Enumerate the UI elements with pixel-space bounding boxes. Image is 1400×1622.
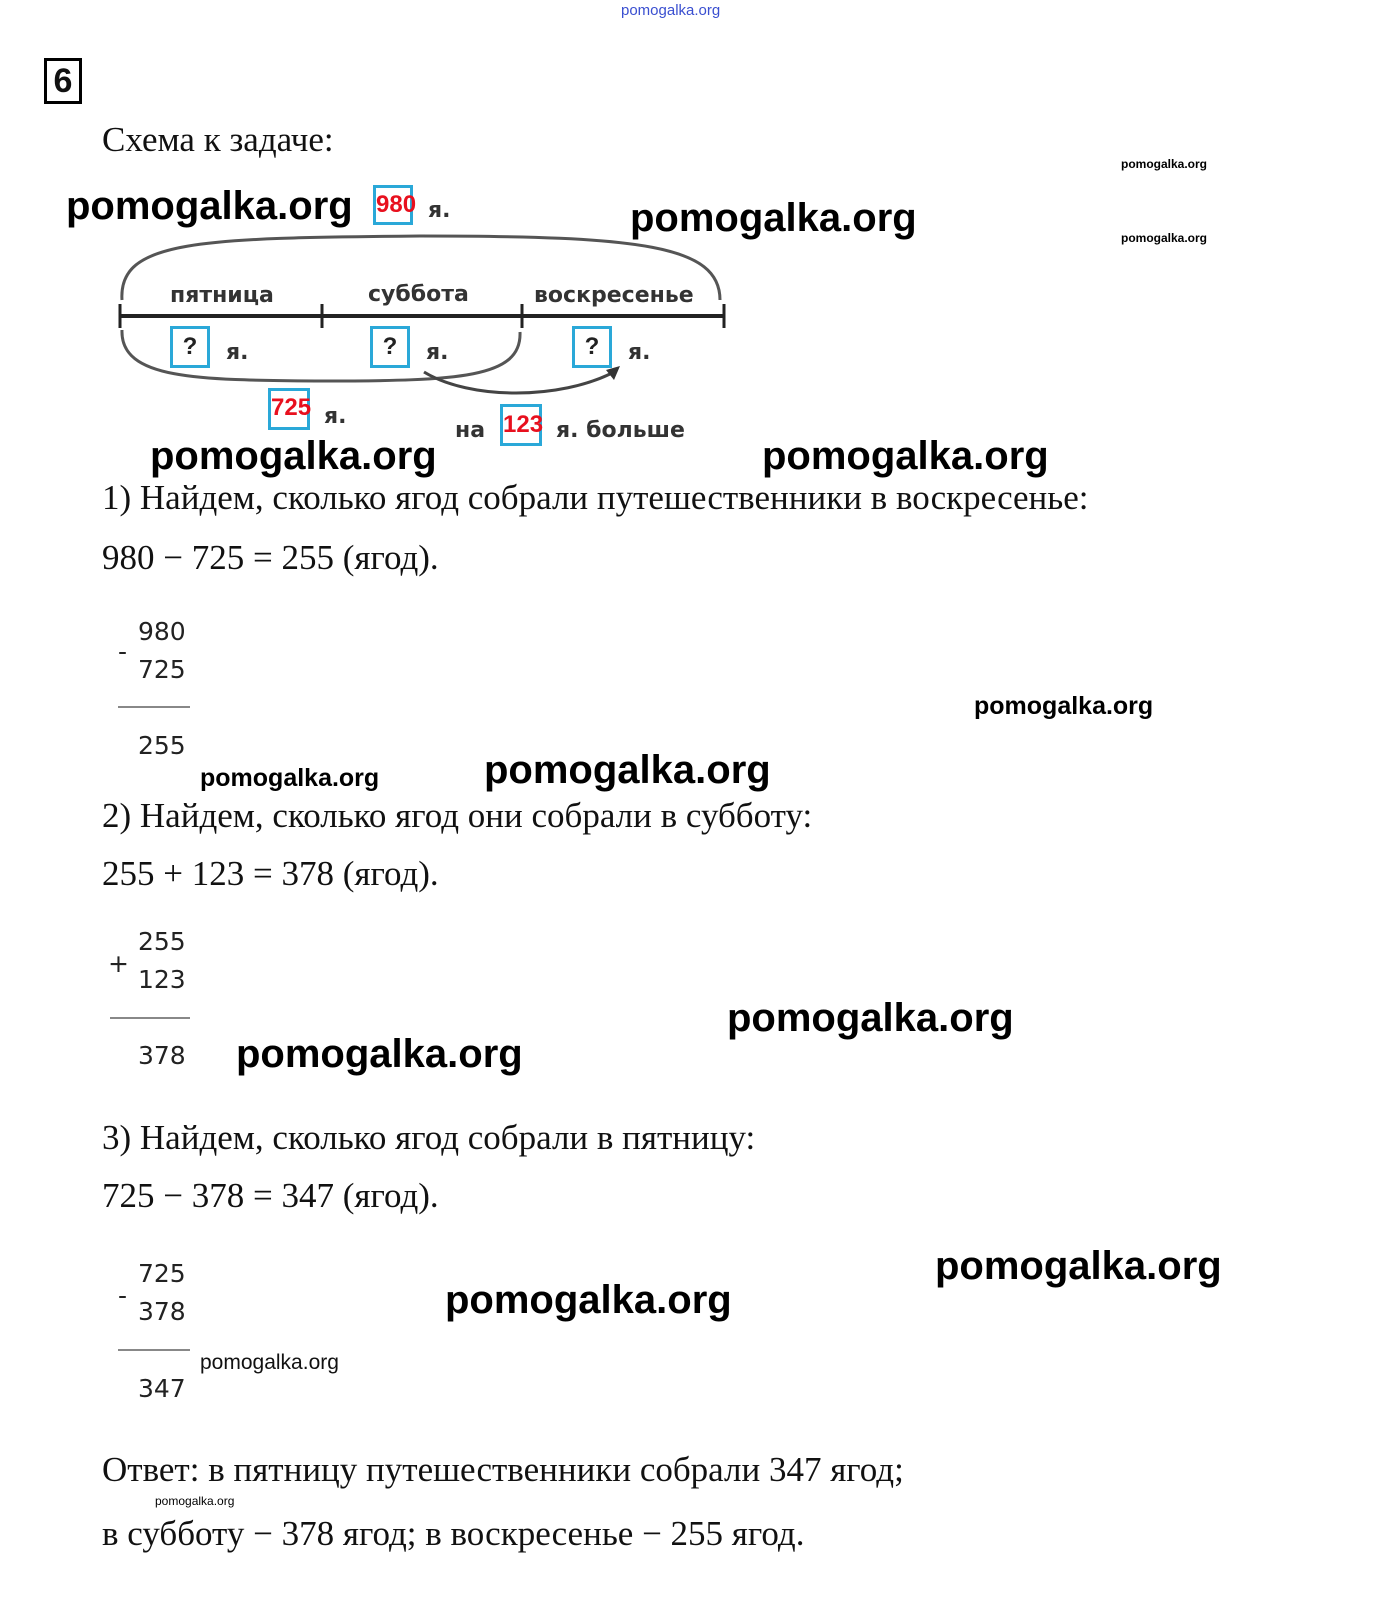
column-sign: - bbox=[118, 1281, 128, 1310]
column-rule bbox=[110, 1017, 190, 1019]
diff-suffix: я. больше bbox=[556, 418, 685, 443]
watermark: pomogalka.org bbox=[200, 764, 380, 792]
answer-line-1: Ответ: в пятницу путешественники собрали 347 ягод; bbox=[102, 1450, 904, 1489]
watermark: pomogalka.org bbox=[762, 434, 1049, 478]
column-result: 347 bbox=[138, 1374, 186, 1403]
day-label: воскресенье bbox=[534, 283, 694, 308]
column-rule bbox=[118, 1349, 190, 1351]
column-operand: 725 bbox=[138, 655, 186, 684]
step-text: 3) Найдем, сколько ягод собрали в пятницу: bbox=[102, 1118, 756, 1157]
column-sign: - bbox=[118, 637, 128, 666]
unit: я. bbox=[226, 340, 249, 365]
unknown-box: ? bbox=[170, 326, 210, 368]
watermark: pomogalka.org bbox=[935, 1244, 1222, 1288]
column-operand: 980 bbox=[138, 617, 186, 646]
unit: я. bbox=[428, 198, 451, 223]
answer-line-2: в субботу − 378 ягод; в воскресенье − 255 ягод. bbox=[102, 1514, 805, 1553]
watermark: pomogalka.org bbox=[1121, 157, 1208, 171]
watermark: pomogalka.org bbox=[974, 692, 1154, 720]
top-watermark: pomogalka.org bbox=[621, 2, 721, 19]
fri-sat-box: 725 bbox=[268, 388, 310, 430]
watermark: pomogalka.org bbox=[150, 434, 437, 478]
watermark: pomogalka.org bbox=[727, 996, 1014, 1040]
step-equation: 725 − 378 = 347 (ягод). bbox=[102, 1176, 439, 1215]
watermark: pomogalka.org bbox=[484, 748, 771, 792]
task-number: 6 bbox=[44, 58, 82, 104]
step-text: 2) Найдем, сколько ягод они собрали в субботу: bbox=[102, 796, 813, 835]
watermark: pomogalka.org bbox=[236, 1032, 523, 1076]
diff-prefix: на bbox=[455, 418, 486, 443]
watermark: pomogalka.org bbox=[630, 196, 917, 240]
unknown-box: ? bbox=[370, 326, 410, 368]
unit: я. bbox=[426, 340, 449, 365]
column-rule bbox=[118, 706, 190, 708]
column-result: 378 bbox=[138, 1041, 186, 1070]
arrow-head bbox=[606, 366, 620, 380]
unit: я. bbox=[324, 404, 347, 429]
column-operand: 255 bbox=[138, 927, 186, 956]
unknown-box: ? bbox=[572, 326, 612, 368]
watermark: pomogalka.org bbox=[445, 1278, 732, 1322]
total-box: 980 bbox=[373, 185, 413, 225]
difference-arrow bbox=[424, 372, 614, 393]
watermark: pomogalka.org bbox=[1121, 231, 1208, 245]
column-operand: 378 bbox=[138, 1297, 186, 1326]
column-operand: 123 bbox=[138, 965, 186, 994]
watermark: pomogalka.org bbox=[66, 184, 353, 228]
scheme-diagram bbox=[0, 0, 800, 460]
step-equation: 980 − 725 = 255 (ягод). bbox=[102, 538, 439, 577]
column-result: 255 bbox=[138, 731, 186, 760]
step-text: 1) Найдем, сколько ягод собрали путешественники в воскресенье: bbox=[102, 478, 1089, 517]
unit: я. bbox=[628, 340, 651, 365]
day-label: пятница bbox=[170, 283, 274, 308]
column-operand: 725 bbox=[138, 1259, 186, 1288]
diff-box: 123 bbox=[500, 404, 542, 446]
day-label: суббота bbox=[368, 282, 469, 307]
column-sign: + bbox=[108, 949, 129, 978]
step-equation: 255 + 123 = 378 (ягод). bbox=[102, 854, 439, 893]
watermark: pomogalka.org bbox=[200, 1351, 339, 1374]
watermark: pomogalka.org bbox=[155, 1494, 235, 1508]
scheme-title: Схема к задаче: bbox=[102, 120, 334, 159]
